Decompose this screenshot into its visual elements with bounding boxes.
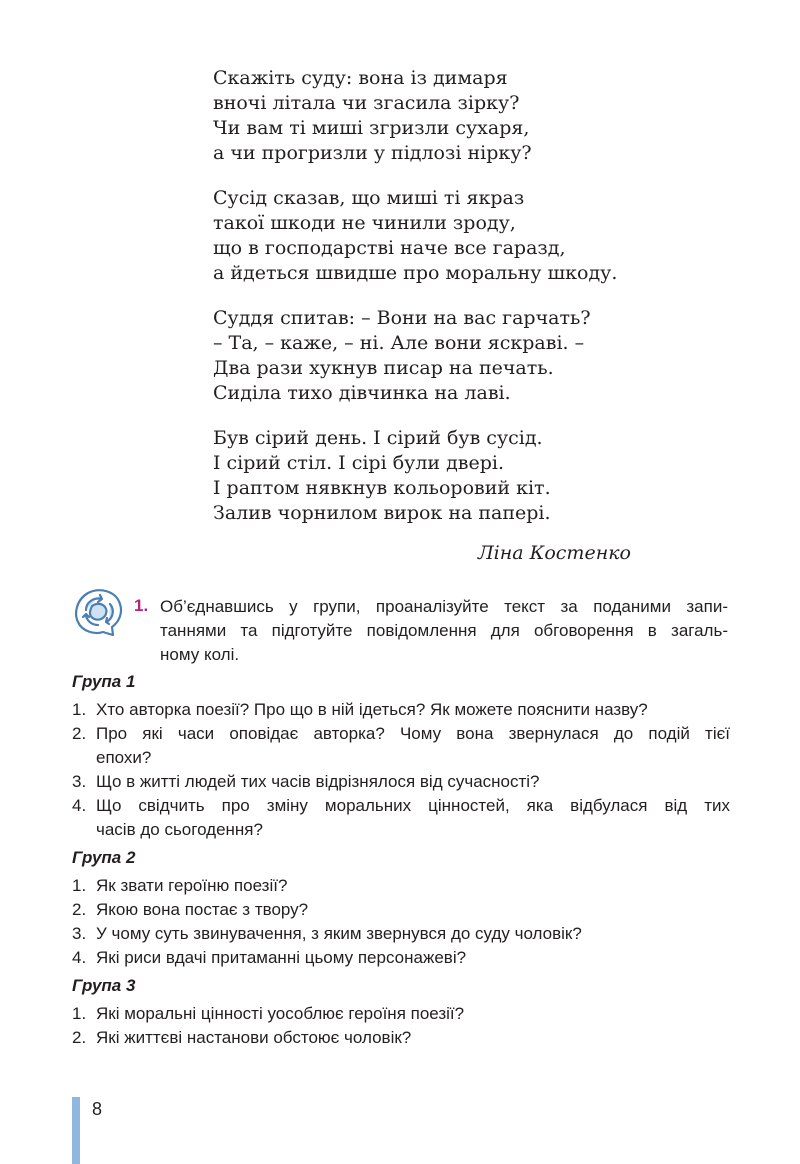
poem-stanza-3: [213, 306, 653, 406]
question-number: 2.: [72, 724, 87, 743]
question-item: [72, 1002, 730, 1026]
task-number: 1.: [134, 596, 149, 615]
poem-line: вночі літала чи згасила зірку?: [213, 92, 520, 114]
question-text: Що свідчить про зміну моральних цінностей, яка відбулася від тих: [96, 796, 730, 815]
question-item: [72, 794, 730, 842]
question-text: Про які часи оповідає авторка? Чому вона звернулася до подій тієї: [96, 724, 730, 743]
question-text: Якою вона постає з твору?: [96, 900, 309, 919]
page-accent-bar: [72, 1097, 80, 1164]
poem-stanza-1: [213, 66, 653, 166]
group-title: Група 1: [72, 672, 136, 691]
poem-line: Чи вам ті миші згризли сухаря,: [213, 117, 530, 139]
poem-line: Суддя спитав: – Вони на вас гарчать?: [213, 307, 591, 329]
question-number: 4.: [72, 796, 87, 815]
question-text: часів до сьогодення?: [96, 820, 263, 839]
poem-line: – Та, – каже, – ні. Але вони яскраві. –: [213, 332, 585, 354]
question-number: 3.: [72, 772, 87, 791]
poem-line: а чи прогризли у підлозі нірку?: [213, 142, 532, 164]
question-item: [72, 770, 730, 794]
task-line: ному колі.: [160, 645, 240, 664]
question-text: У чому суть звинувачення, з яким звернувся до суду чоловік?: [96, 924, 582, 943]
question-text: епохи?: [96, 748, 152, 767]
poem-line: І раптом нявкнув кольоровий кіт.: [213, 477, 551, 499]
page-number: 8: [92, 1099, 103, 1119]
question-text: Які риси вдачі притаманні цьому персонажеві?: [96, 948, 467, 967]
task-line: Об’єднавшись у групи, проаналізуйте текст за поданими запи-: [160, 597, 728, 616]
question-number: 1.: [72, 700, 87, 719]
poem-stanza-2: [213, 186, 653, 286]
task-line: таннями та підготуйте повідомлення для обговорення в загаль-: [160, 621, 728, 640]
poem-line: Сусід сказав, що миші ті якраз: [213, 187, 525, 209]
question-item: [72, 922, 730, 946]
poem-line: Скажіть суду: вона із димаря: [213, 67, 508, 89]
question-number: 4.: [72, 948, 87, 967]
question-text: Як звати героїню поезії?: [96, 876, 288, 895]
question-text: Хто авторка поезії? Про що в ній ідеться? Як можете пояснити назву?: [96, 700, 648, 719]
group-discussion-arrows-icon: [72, 586, 126, 638]
poem-line: Був сірий день. І сірий був сусід.: [213, 427, 543, 449]
poem-line: Два рази хукнув писар на печать.: [213, 357, 554, 379]
question-item: [72, 722, 730, 770]
question-text: Які моральні цінності уособлює героїня поезії?: [96, 1004, 465, 1023]
poem-author: Ліна Костенко: [477, 542, 631, 564]
poem-line: Сиділа тихо дівчинка на лаві.: [213, 382, 511, 404]
group-3: [72, 974, 730, 1050]
question-item: [72, 874, 730, 898]
poem-stanza-4: [213, 426, 653, 526]
task-text: [160, 595, 728, 667]
question-item: [72, 698, 730, 722]
group-2: [72, 846, 730, 970]
question-item: [72, 898, 730, 922]
poem-line: що в господарстві наче все гаразд,: [213, 237, 566, 259]
question-number: 3.: [72, 924, 87, 943]
poem: [213, 66, 653, 546]
group-title: Група 2: [72, 848, 136, 867]
poem-line: Залив чорнилом вирок на папері.: [213, 502, 551, 524]
group-1: [72, 670, 730, 842]
question-text: Які життєві настанови обстоює чоловік?: [96, 1028, 412, 1047]
question-text: Що в житті людей тих часів відрізнялося від сучасності?: [96, 772, 540, 791]
group-title: Група 3: [72, 976, 136, 995]
question-item: [72, 946, 730, 970]
question-number: 1.: [72, 876, 87, 895]
question-item: [72, 1026, 730, 1050]
question-number: 2.: [72, 1028, 87, 1047]
question-number: 1.: [72, 1004, 87, 1023]
poem-line: І сірий стіл. І сірі були двері.: [213, 452, 505, 474]
question-number: 2.: [72, 900, 87, 919]
poem-line: а йдеться швидше про моральну шкоду.: [213, 262, 618, 284]
poem-line: такої шкоди не чинили зроду,: [213, 212, 516, 234]
